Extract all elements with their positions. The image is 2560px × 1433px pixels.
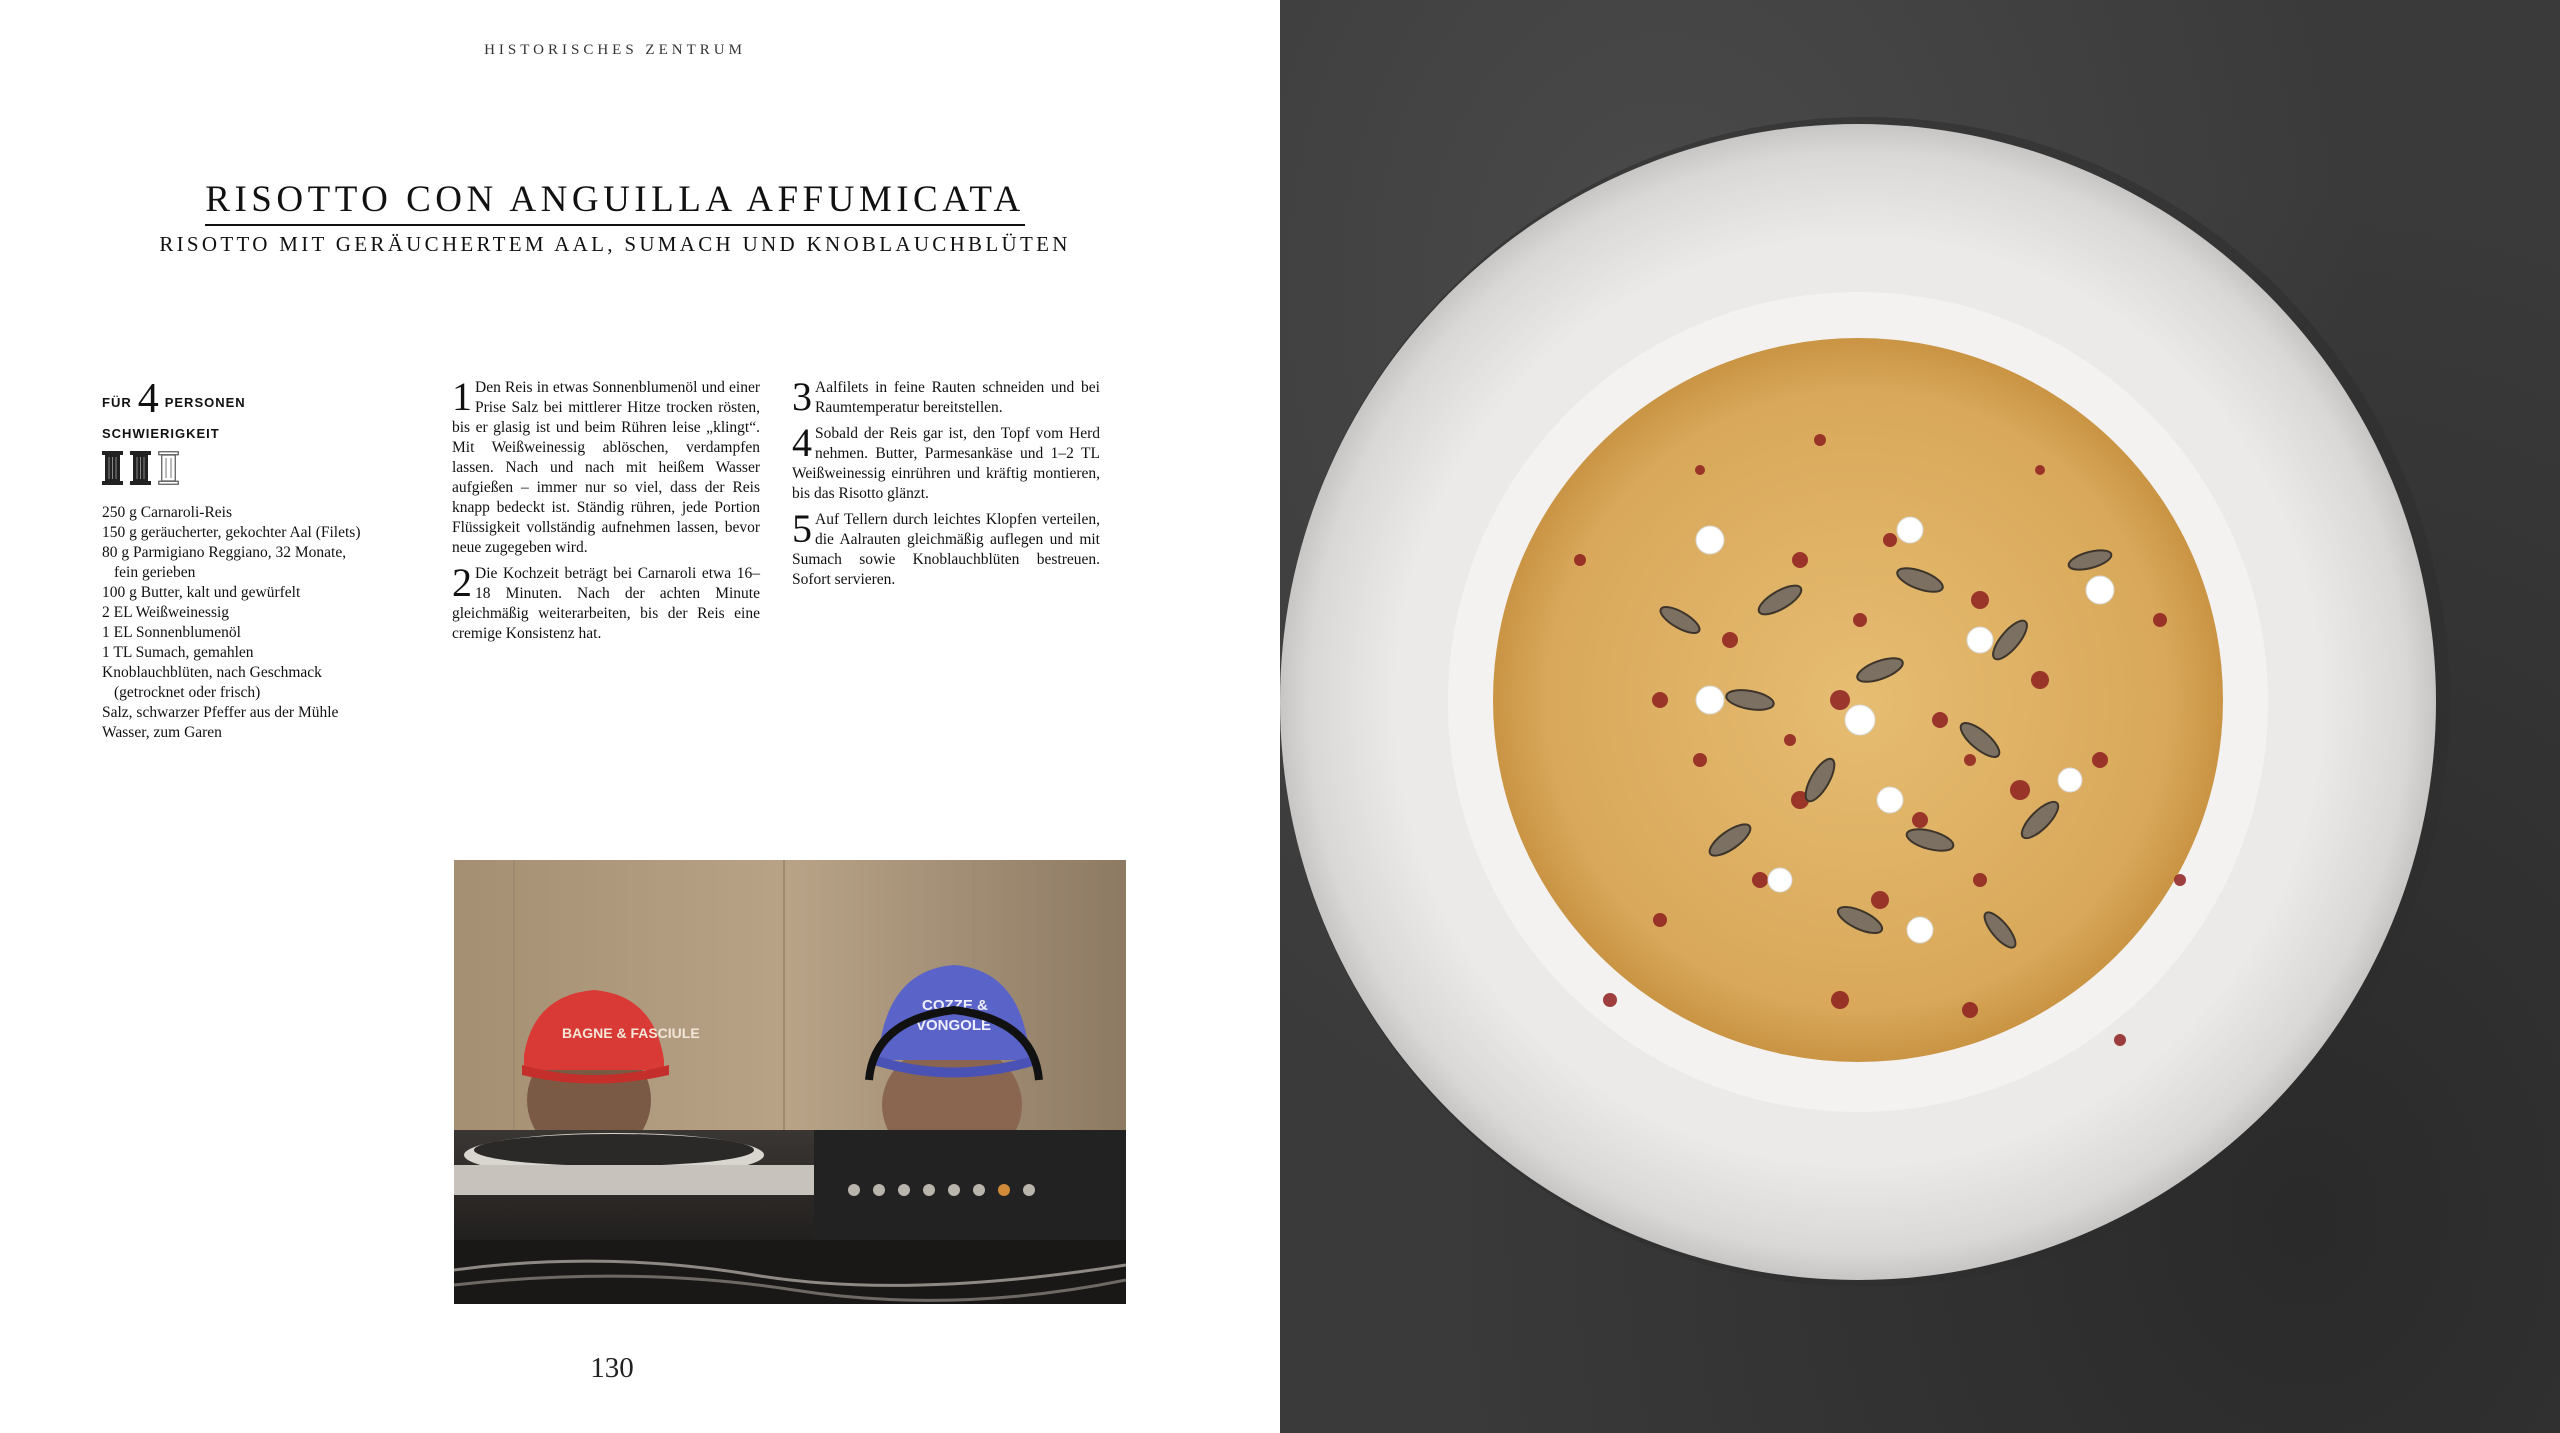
difficulty-label: SCHWIERIGKEIT [102, 426, 220, 441]
ingredient: Salz, schwarzer Pfeffer aus der Mühle [102, 704, 339, 721]
step-number: 4 [792, 420, 812, 465]
dj-photo-illustration [454, 860, 1126, 1304]
ingredient-continued: (getrocknet oder frisch) [114, 684, 261, 701]
recipe-title-text: RISOTTO CON ANGUILLA AFFUMICATA [205, 179, 1024, 226]
recipe-subtitle: RISOTTO MIT GERÄUCHERTEM AAL, SUMACH UND KNOBLAUCHBLÜTEN [159, 232, 1071, 256]
ingredient: 80 g Parmigiano Reggiano, 32 Monate, [102, 544, 347, 561]
step-text: Sobald der Reis gar ist, den Topf vom Herd nehmen. Butter, Parmesankäse und 1–2 TL Weißweinessig einrühren und kräftig montieren, bis das Risotto glänzt. [792, 425, 1100, 502]
page-number: 130 [590, 1352, 634, 1384]
method-column-1 [452, 374, 760, 650]
ingredients-column [102, 378, 402, 743]
recipe-title [0, 178, 1230, 221]
risotto-plate-illustration [1280, 0, 2560, 1433]
ingredient-list [102, 503, 402, 743]
ingredient-continued: fein gerieben [114, 564, 196, 581]
column-icon [130, 451, 151, 485]
running-head: HISTORISCHES ZENTRUM [484, 42, 746, 58]
method-column-2 [792, 374, 1100, 596]
ingredient: Knoblauchblüten, nach Geschmack [102, 664, 322, 681]
step-2 [452, 560, 760, 644]
step-text: Die Kochzeit beträgt bei Carnaroli etwa 16–18 Minuten. Nach der achten Minute gleichmäßig weiterarbeiten, bis der Reis eine cremige Konsistenz hat. [452, 565, 760, 642]
step-text: Auf Tellern durch leichtes Klopfen verteilen, die Aalrauten gleichmäßig auflegen und mit Sumach sowie Knoblauchblüten bestreuen. Sofort servieren. [792, 511, 1100, 588]
step-number: 1 [452, 374, 472, 419]
ingredient: 150 g geräucherter, gekochter Aal (Filets) [102, 524, 361, 541]
step-1 [452, 374, 760, 558]
ingredient: 2 EL Weißweinessig [102, 604, 230, 621]
step-text: Den Reis in etwas Sonnenblumenöl und einer Prise Salz bei mittlerer Hitze trocken rösten, bis er glasig ist und beim Rühren leise „klingt“. Mit Weißweinessig ablöschen, verdampfen lassen. Nach und nach mit heißem Wasser aufgießen – immer nur so viel, dass der Reis knapp bedeckt ist. Ständig rühren, jede Portion Flüssigkeit vollständig aufnehmen lassen, bevor neue zugegeben wird. [452, 379, 760, 556]
step-number: 2 [452, 560, 472, 605]
step-4 [792, 420, 1100, 504]
dish-photo [1280, 0, 2560, 1433]
ingredient: 1 EL Sonnenblumenöl [102, 624, 241, 641]
servings [102, 378, 402, 420]
step-text: Aalfilets in feine Rauten schneiden und bei Raumtemperatur bereitstellen. [815, 379, 1100, 416]
servings-prefix: FÜR [102, 395, 132, 410]
ingredient: 1 TL Sumach, gemahlen [102, 644, 254, 661]
cap-text-right-1: COZZE & [922, 997, 988, 1014]
difficulty-rating [102, 451, 402, 485]
ingredient: 250 g Carnaroli-Reis [102, 504, 233, 521]
ingredient: 100 g Butter, kalt und gewürfelt [102, 584, 301, 601]
step-number: 3 [792, 374, 812, 419]
column-icon [102, 451, 123, 485]
servings-count: 4 [137, 376, 159, 422]
cap-text-right-2: VONGOLE [916, 1017, 992, 1034]
column-icon-empty [158, 451, 179, 485]
cap-text-left: BAGNE & FASCIULE [562, 1025, 700, 1041]
dj-photo [454, 860, 1126, 1304]
servings-suffix: PERSONEN [164, 395, 246, 410]
step-3 [792, 374, 1100, 419]
ingredient: Wasser, zum Garen [102, 724, 222, 741]
step-5 [792, 506, 1100, 590]
step-number: 5 [792, 506, 812, 551]
